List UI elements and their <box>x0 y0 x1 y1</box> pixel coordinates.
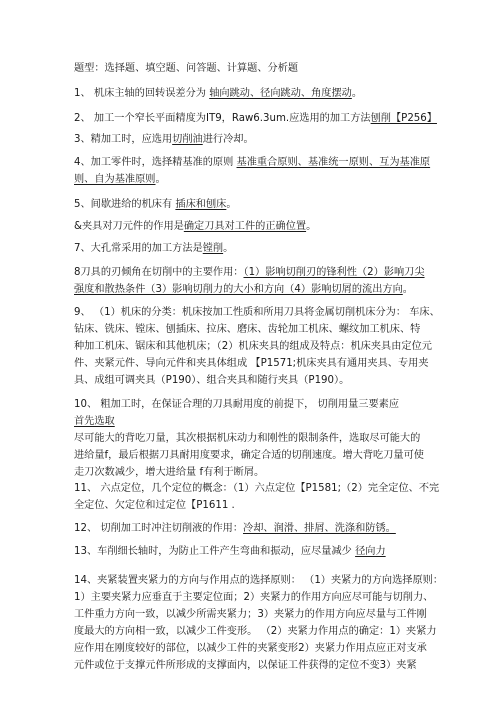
question-4-answer-part-1: 基准重合原则、基准统一原则、互为基准原 <box>236 157 431 168</box>
question-9-line: 具、成组可调夹具（P190）、组合夹具和随行夹具（P190）。 <box>74 375 350 386</box>
question-12-line <box>74 520 444 537</box>
question-types-line <box>74 60 444 77</box>
question-6-tail: 。 <box>306 221 317 232</box>
question-3-tail: 进行冷却。 <box>202 134 254 145</box>
question-10-title-answer-line <box>74 413 444 430</box>
question-9-line: 9、 （1）机床的分类：机床按加工性质和所用刀具将金属切削机床分为： 车床、 <box>74 307 440 318</box>
question-7-lead: 7、大孔常采用的加工方法是 <box>74 243 203 254</box>
question-2 <box>74 110 444 127</box>
question-14 <box>74 572 444 674</box>
question-14-line: 度最大的方向相一致，以减少工件变形。 （2）夹紧力作用点的确定：1）夹紧力 <box>74 626 437 637</box>
question-1-line <box>74 85 444 102</box>
question-13-lead: 13、车削细长轴时，为防止工件产生弯曲和振动，应尽量减少 <box>74 546 356 557</box>
question-9-line: 种加工机床、锯床和其他机床；（2）机床夹具的组成及特点：机床夹具由定位元 <box>74 341 432 352</box>
question-9-line: 钻床、铣床、镗床、刨插床、拉床、磨床、齿轮加工机床、螺纹加工机床、特 <box>74 324 421 335</box>
question-7-tail: 。 <box>223 243 234 254</box>
question-8-answer-part-2: 强度和散热条件（3）影响切削力的大小和方向（4）影响切屑的流出方向 <box>74 284 403 295</box>
question-4-lead: 4、加工零件时，选择精基准的原则 <box>74 157 237 168</box>
question-6-answer: 确定刀具对工件的正确位置 <box>183 221 307 232</box>
question-types-text: 题型：选择题、填空题、问答题、计算题、分析题 <box>74 63 299 74</box>
question-11-line: 全定位、欠定位和过定位【P1611 . <box>74 500 235 511</box>
question-14-line: 1）主要夹紧力应垂直于主要定位面；2）夹紧力的作用方向应尽可能与切削力、 <box>74 592 434 603</box>
question-8 <box>74 264 444 298</box>
question-4 <box>74 154 444 188</box>
question-3 <box>74 131 444 148</box>
question-11-line: 11、 六点定位，几个定位的概念：（1）六点定位【P1581;（2）完全定位、不完 <box>74 483 440 494</box>
question-12-answer: 冷却、润滑、排屑、洗涤和防锈。 <box>243 523 396 534</box>
question-2-answer: 刨削【P256】 <box>370 113 437 124</box>
question-1-lead: 1、 机床主轴的回转误差分为 <box>74 88 210 99</box>
question-8-line-2 <box>74 281 444 298</box>
question-12 <box>74 520 444 537</box>
question-1 <box>74 85 444 102</box>
question-5-line <box>74 196 444 213</box>
question-3-line <box>74 131 444 148</box>
question-5-lead: 5、间歇进给的机床有 <box>74 199 176 210</box>
question-3-lead: 3、精加工时，应选用 <box>74 134 173 145</box>
question-1-tail: 。 <box>351 88 363 99</box>
question-11 <box>74 480 444 514</box>
question-12-lead: 12、 切削加工时冲注切削液的作用： <box>74 523 244 534</box>
question-9 <box>74 304 444 389</box>
question-13-line <box>74 543 444 560</box>
question-10-line: 走刀次数减少，增大进给量 f有利于断屑。 <box>74 467 265 478</box>
question-2-lead: 2、 加工一个窄长平面精度为IT9，Raw6.3um.应选用的加工方法 <box>74 113 371 124</box>
question-4-tail: 。 <box>155 174 166 185</box>
question-8-answer-part-1: （1）影响切削刃的锋利性（2）影响刀尖 <box>243 267 425 278</box>
question-3-answer: 切削油 <box>172 134 203 145</box>
question-5-tail: 。 <box>226 199 237 210</box>
question-14-line: 14、夹紧装置夹紧力的方向与作用点的选择原则： （1）夹紧力的方向选择原则： <box>74 575 444 586</box>
question-5-answer: 插床和刨床 <box>175 199 227 210</box>
question-10-title-answer: 首先选取 <box>74 416 115 427</box>
question-7-answer: 镗削 <box>202 243 224 254</box>
question-14-line: 工件重力方向一致，以减少所需夹紧力；3）夹紧力的作用方向应尽量与工件刚 <box>74 609 427 620</box>
question-2-line <box>74 110 444 127</box>
question-10-line: 尽可能大的背吃刀量，其次根据机床动力和刚性的限制条件，选取尽可能大的 <box>74 433 421 444</box>
question-14-line: 应作用在刚度较好的部位，以减少工件的夹紧变形2）夹紧力作用点应正对支承 <box>74 643 427 654</box>
question-14-line: 元件或位于支撑元件所形成的支撑面内，以保证工件获得的定位不变3）夹紧 <box>74 660 417 671</box>
question-6 <box>74 218 444 235</box>
question-1-answer: 轴向跳动、径向跳动、角度摆动 <box>209 88 352 99</box>
question-10-line: 进给量f，最后根据刀具耐用度要求，确定合适的切削速度。增大背吃刀量可使 <box>74 450 424 461</box>
question-5 <box>74 196 444 213</box>
question-6-line <box>74 218 444 235</box>
question-7 <box>74 240 444 257</box>
question-4-answer-part-2: 则、自为基准原则 <box>74 174 156 185</box>
question-10 <box>74 396 444 481</box>
question-6-lead: &夹具对刀元件的作用是 <box>74 221 184 232</box>
question-8-lead: 8刀具的刃倾角在切削中的主要作用： <box>74 267 244 278</box>
question-9-line: 件、夹紧元件、导向元件和夹具体组成 【P1571;机床夹具有通用夹具、专用夹 <box>74 358 429 369</box>
question-13 <box>74 543 444 560</box>
question-8-line-1 <box>74 264 444 281</box>
question-7-line <box>74 240 444 257</box>
question-4-line-2 <box>74 171 444 188</box>
question-4-line-1 <box>74 154 444 171</box>
question-8-tail: 。 <box>402 284 413 295</box>
question-13-answer: 径向力 <box>355 546 386 557</box>
question-10-title: 10、 粗加工时，在保证合理的刀具耐用度的前提下， 切削用量三要素应 <box>74 399 400 410</box>
